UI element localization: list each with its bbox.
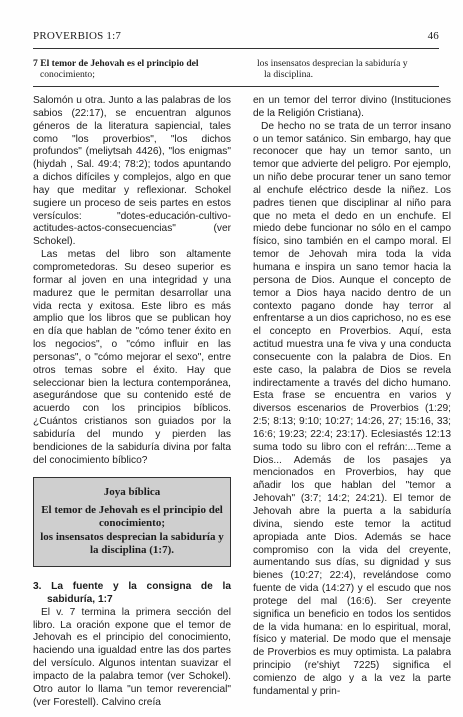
verse-left-line: conocimiento; (40, 69, 95, 81)
left-column (33, 95, 231, 709)
box-quote-line: El temor de Jehovah es el principio del conocimiento; (41, 503, 223, 530)
paragraph: Salomón u otra. Junto a las palabras de los sabios (22:17), se encuentran algunos géneros de la literatura sapiencial, tales como "los proverbios", "los dichos profundos" (meliytsah 4426), "los enigmas" (hiydah , Sal. 49:4; 78:2); todos apuntando a dichos difíciles y complejos, algo en que hay que meditar y reflexionar. Schokel sugiere un proceso de seis partes en estos versículos: "dotes-educación-cultivo-actitudes-actos-consecuencias" (ver Schokel). (33, 95, 231, 248)
section-heading: 3. La fuente y la consigna de la sabiduría, 1:7 (33, 580, 231, 605)
verse-left-line: 7 El temor de Jehovah es el principio del (33, 58, 199, 69)
verse-text-left (33, 58, 233, 81)
verse-right-line: la disciplina. (264, 69, 314, 81)
page-header (33, 30, 439, 44)
paragraph: De hecho no se trata de un terror insano o un temor satánico. Sin embargo, hay que reconocer que hay un temor santo, un temor que advierte del peligro. Por ejemplo, un niño debe procurar tener un sano temor al enchufe eléctrico desde la niñez. Los padres tienen que disciplinar al niño para que no meta el dedo en un enchufe. El miedo debe funcionar no sólo en el campo físico, sino también en el campo moral. El temor de Jehovah mira toda la vida humana e inspira un sano temor hacia la persona de Dios. Aunque el concepto de temor a Dios haya nacido dentro de un contexto pagano donde hay terror al enfrentarse a un dios caprichoso, no es ese el concepto en Proverbios. Aquí, esta actitud muestra una fe viva y una conducta consecuente con la palabra de Dios. En este caso, la palabra de Dios se revela indirectamente a través del dicho humano. Esta frase se encuentra en varios y diversos escenarios de Proverbios (1:29; 2:5; 8:13; 9:10; 10:27; 14:26, 27; 15:16, 33; 16:6; 19:23; 22:4; 23:17). Eclesiastés 12:13 suma todo su libro con el refrán:...Teme a Dios... Además de los pasajes ya mencionados en Proverbios, hay que añadir los que hablan del "temor a Jehovah" (3:7; 14:2; 24:21). El temor de Jehovah abre la puerta a la sabiduría divina, siendo este temor la actitud apropiada ante Dios. Además se hace compromiso con la vida del creyente, aumentando sus días, su dignidad y sus bienes (10:27; 22:4), revelándose como fuente de vida (14:27) y el escudo que nos protege del mal (16:6). Ser creyente significa un beneficio en todos los sentidos de la vida humana: en lo espiritual, moral, físico y material. De modo que el mensaje de Proverbios es muy optimista. La palabra principio (re'shiyt 7225) significa el comienzo de algo y a la vez la parte fundamental y prin- (253, 120, 451, 697)
running-title: PROVERBIOS 1:7 (33, 30, 122, 42)
paragraph: en un temor del terror divino (Instituciones de la Religión Cristiana). (253, 95, 451, 119)
paragraph: Las metas del libro son altamente comprometedoras. Su deseo superior es formar al joven en una integridad y una madurez que le permitan desarrollar una vida recta y exitosa. Este libro es más amplio que los libros que se publican hoy en día que hablan de "cómo tener éxito en los negocios", o "cómo influir en las personas", o "cómo mejorar el sexo", entre otros temas sobre el éxito. Hay que seleccionar bien la lectura contemporánea, asegurándose que su contenido esté de acuerdo con los principios bíblicos. ¿Cuántos cristianos son guiados por la sabiduría del mundo y pierden las bendiciones de la sabiduría divina por falta del conocimiento bíblico? (33, 249, 231, 466)
box-title: Joya bíblica (103, 486, 161, 499)
page-number: 46 (427, 30, 439, 42)
verse-rule (33, 86, 439, 87)
verse-text-right (257, 58, 437, 81)
joya-biblica-box (33, 477, 231, 567)
box-quote-line: los insensatos desprecian la sabiduría y la disciplina (1:7). (40, 530, 224, 557)
verse-right-line: los insensatos desprecian la sabiduría y (257, 58, 408, 69)
header-rule (33, 48, 439, 49)
right-column (253, 95, 451, 699)
paragraph: El v. 7 termina la primera sección del libro. La oración expone que el temor de Jehovah es el principio del conocimiento, haciendo una igualdad entre las dos partes del versículo. Algunos intentan suavizar el impacto de la palabra temor (ver Schokel). Otro autor lo llama "un temor reverencial" (ver Forestell). Calvino creía (33, 606, 231, 708)
